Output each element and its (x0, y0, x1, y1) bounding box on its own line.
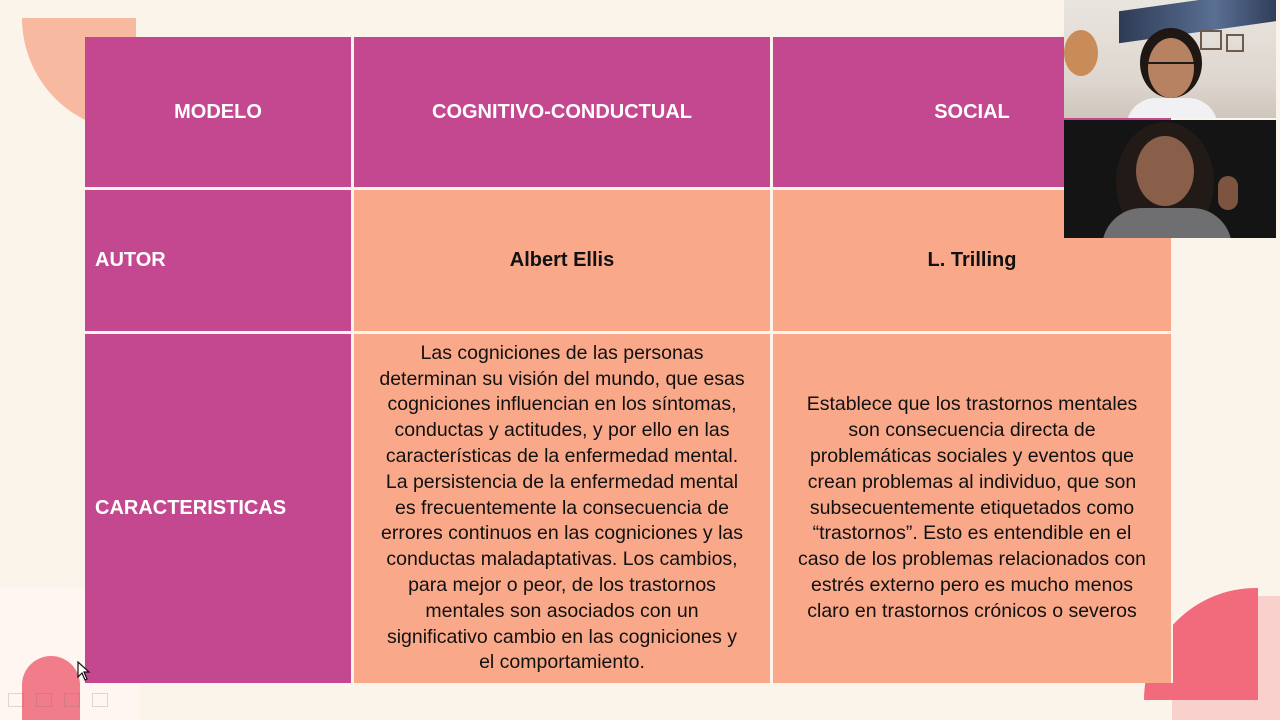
slide-navigation-controls[interactable] (8, 693, 108, 709)
cognitive-characteristics-line: errores continuos en las cogniciones y las (380, 522, 744, 545)
cognitive-characteristics-line: características de la enfermedad mental. (385, 445, 739, 467)
decor-shape-bottom-left (22, 656, 80, 720)
characteristics-social (773, 334, 1171, 683)
author-social: L. Trilling (773, 190, 1171, 331)
cognitive-characteristics-line: mentales son asociados con un (425, 599, 699, 622)
participant-1-background-frame (1200, 30, 1222, 50)
cognitive-characteristics-line: La persistencia de la enfermedad mental (385, 470, 739, 493)
social-characteristics-line: problemáticas sociales y eventos que (809, 445, 1135, 467)
comparison-table (85, 37, 1173, 683)
video-participant-1[interactable] (1064, 0, 1276, 118)
cognitive-characteristics-line: para mejor o peor, de los trastornos (408, 573, 716, 596)
social-characteristics-line: subsecuentemente etiquetados como (809, 496, 1135, 519)
characteristics-social-text (798, 392, 1146, 624)
video-participant-2[interactable] (1064, 120, 1276, 238)
forward-icon[interactable] (92, 693, 108, 707)
header-cognitive: COGNITIVO-CONDUCTUAL (354, 37, 770, 187)
cognitive-characteristics-line: determinan su visión del mundo, que esas (379, 367, 745, 390)
slides-menu-icon[interactable] (64, 693, 80, 707)
social-characteristics-line: Establece que los trastornos mentales (806, 393, 1138, 416)
social-characteristics-line: crean problemas al individuo, que son (807, 470, 1137, 493)
participant-1-body (1126, 98, 1218, 118)
cognitive-characteristics-line: conductas maladaptativas. Los cambios, (386, 548, 738, 571)
participant-1-background-lamp (1064, 30, 1098, 76)
cognitive-characteristics-line: el comportamiento. (479, 651, 645, 674)
characteristics-cognitive (354, 334, 770, 683)
cognitive-characteristics-line: conductas y actitudes, y por ello en las (394, 419, 730, 442)
cognitive-characteristics-line: significativo cambio en las cogniciones y (386, 625, 738, 648)
social-characteristics-line: “trastornos”. Esto es entendible en el (812, 522, 1132, 545)
characteristics-cognitive-text (379, 341, 744, 676)
prev-slide-icon[interactable] (8, 693, 24, 707)
social-characteristics-line: caso de los problemas relacionados con (798, 548, 1146, 571)
social-characteristics-line: estrés externo pero es mucho menos (811, 573, 1133, 596)
participant-1-background-frame-small (1226, 34, 1244, 52)
row-label-characteristics: CARACTERISTICAS (85, 334, 351, 683)
participant-1-glasses (1148, 62, 1194, 74)
cognitive-characteristics-line: es frecuentemente la consecuencia de (395, 496, 729, 519)
row-label-author: AUTOR (85, 190, 351, 331)
next-slide-icon[interactable] (36, 693, 52, 707)
social-characteristics-line: son consecuencia directa de (848, 419, 1096, 442)
cognitive-characteristics-line: Las cogniciones de las personas (420, 341, 704, 364)
header-social: SOCIAL (773, 37, 1171, 187)
social-characteristics-line: claro en trastornos crónicos o severos (807, 599, 1137, 622)
participant-2-hand (1218, 176, 1238, 210)
participant-1-background-hammock (1119, 0, 1276, 43)
header-model: MODELO (85, 37, 351, 187)
cursor-icon (77, 661, 91, 686)
participant-2-body (1102, 208, 1232, 238)
cognitive-characteristics-line: cogniciones influencian en los síntomas, (387, 393, 737, 416)
author-cognitive: Albert Ellis (354, 190, 770, 331)
participant-2-face (1136, 136, 1194, 206)
